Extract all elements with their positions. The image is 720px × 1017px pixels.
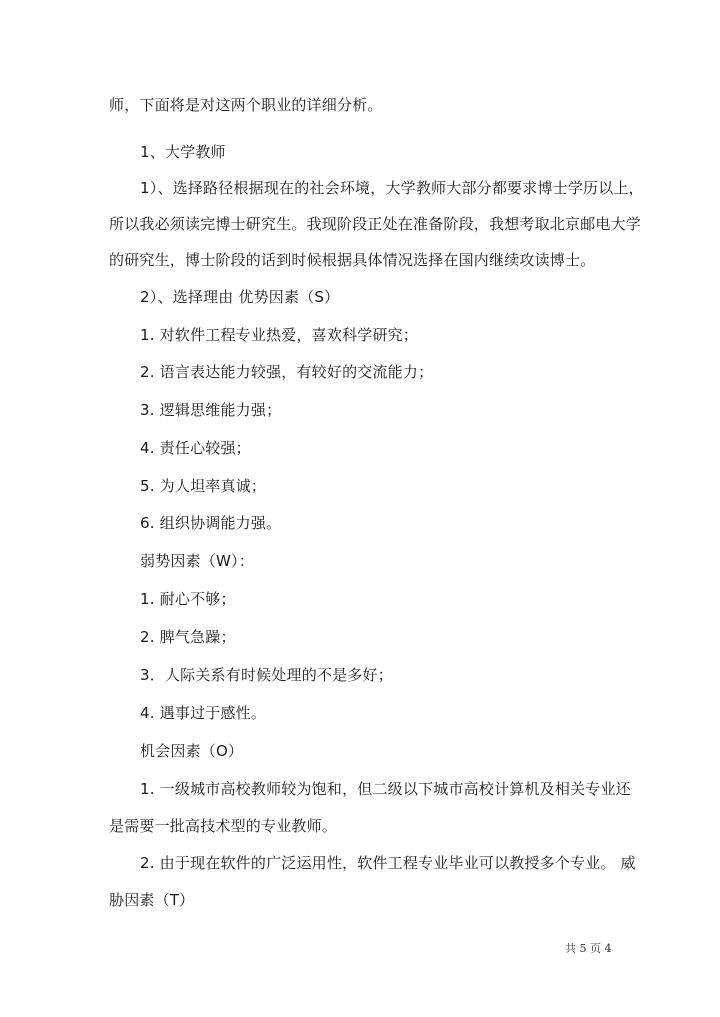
paragraph-line: 师，下面将是对这两个职业的详细分析。: [109, 96, 383, 114]
page-number-footer: 共 5 页 4: [565, 942, 612, 955]
list-item: 4. 遇事过于感性。: [140, 704, 267, 722]
subsection-heading: 机会因素（O）: [140, 742, 244, 760]
paragraph-line: 是需要一批高技术型的专业教师。: [109, 817, 338, 835]
subsection-heading: 2）、选择理由 优势因素（S）: [140, 288, 340, 306]
paragraph-line: 的研究生，博士阶段的话到时候根据具体情况选择在国内继续攻读博士。: [109, 251, 596, 269]
list-item: 2. 脾气急躁；: [140, 628, 236, 646]
section-heading: 1、大学教师: [140, 143, 226, 161]
subsection-heading: 弱势因素（W）：: [140, 552, 254, 570]
list-item: 3．人际关系有时候处理的不是多好；: [140, 666, 393, 684]
paragraph-line: 胁因素（T）: [109, 891, 195, 909]
paragraph-line: 1）、选择路径根据现在的社会环境，大学教师大部分都要求博士学历以上，: [140, 179, 644, 197]
list-item: 6. 组织协调能力强。: [140, 514, 282, 532]
list-item: 3. 逻辑思维能力强；: [140, 401, 282, 419]
paragraph-line: 1. 一级城市高校教师较为饱和，但二级以下城市高校计算机及相关专业还: [140, 780, 631, 798]
paragraph-line: 2. 由于现在软件的广泛运用性，软件工程专业毕业可以教授多个专业。 威: [140, 854, 636, 872]
list-item: 4. 责任心较强；: [140, 439, 251, 457]
list-item: 1. 对软件工程专业热爱，喜欢科学研究；: [140, 326, 419, 344]
list-item: 1. 耐心不够；: [140, 590, 236, 608]
paragraph-line: 所以我必须读完博士研究生。我现阶段正处在准备阶段，我想考取北京邮电大学: [109, 215, 642, 233]
list-item: 5. 为人坦率真诚；: [140, 477, 267, 495]
list-item: 2. 语言表达能力较强，有较好的交流能力；: [140, 363, 434, 381]
